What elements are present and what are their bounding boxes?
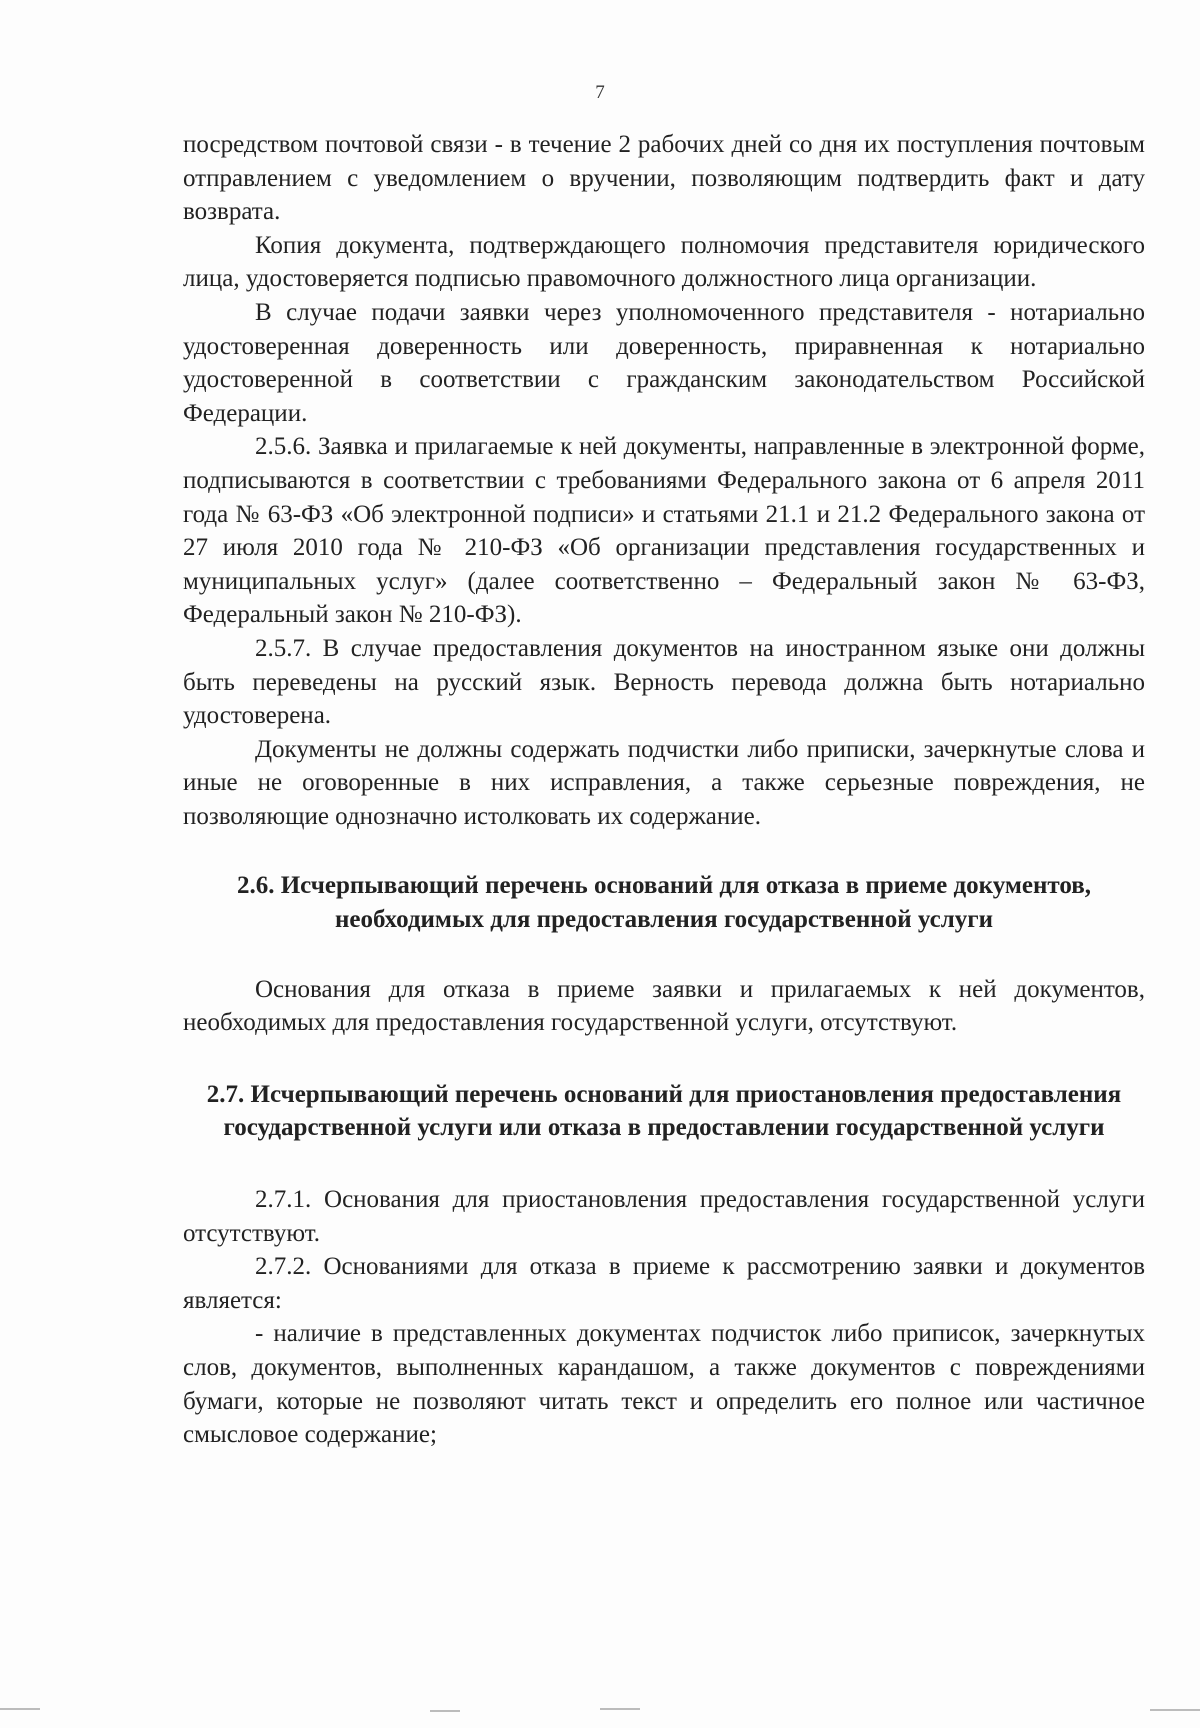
paragraph-2-7-2: 2.7.2. Основаниями для отказа в приеме к рассмотрению заявки и документов является: [183,1253,1145,1314]
paragraph-document-requirements: Документы не должны содержать подчистки либо приписки, зачеркнутые слова и иные не оговоренные в них исправления, а также серьезные повреждения, не позволяющие однозначно истолковать их содержание. [183,735,1145,830]
paragraph-return-by-mail: посредством почтовой связи - в течение 2 рабочих дней со дня их поступления почтовым отправлением с уведомлением о вручении, позволяющим подтвердить факт и дату возврата. [183,131,1145,226]
paragraph-2-5-6: 2.5.6. Заявка и прилагаемые к ней документы, направленные в электронной форме, подписываются в соответствии с требованиями Федерального закона от 6 апреля 2011 года № 63-ФЗ «Об электронной подписи» и статьями 21.1 и 21.2 Федерального закона от 27 июля 2010 года № 210-ФЗ «Об организации представления государственных и муниципальных услуг» (далее соответственно – Федеральный закон № 63-ФЗ, Федеральный закон № 210-ФЗ). [183,433,1145,629]
paragraph-power-of-attorney: В случае подачи заявки через уполномоченного представителя - нотариально удостоверенная доверенность или доверенность, приравненная к нотариально удостоверенной в соответствии с гражданским законодательством Российской Федерации. [183,298,1145,427]
document-body [183,128,1145,1452]
scan-artifact [0,1708,1200,1716]
section-heading-2-6: 2.6. Исчерпывающий перечень оснований для отказа в приеме документов, необходимых для предоставления государственной услуги [236,872,1091,934]
page-number: 7 [595,82,605,103]
paragraph-2-6-text: Основания для отказа в приеме заявки и прилагаемых к ней документов, необходимых для предоставления государственной услуги, отсутствуют. [183,975,1145,1037]
paragraph-2-5-7: 2.5.7. В случае предоставления документов на иностранном языке они должны быть переведены на русский язык. Верность перевода должна быть нотариально удостоверена. [183,634,1145,730]
paragraph-representative-copy: Копия документа, подтверждающего полномочия представителя юридического лица, удостоверяется подписью правомочного должностного лица организации. [183,231,1145,293]
section-heading-2-7: 2.7. Исчерпывающий перечень оснований для приостановления предоставления государственной услуги или отказа в предоставлении государственной услуги [206,1080,1122,1142]
paragraph-2-7-2-item: - наличие в представленных документах подчисток либо приписок, зачеркнутых слов, документов, выполненных карандашом, а также документов с повреждениями бумаги, которые не позволяют читать текст и определить его полное или частичное смысловое содержание; [183,1320,1145,1449]
paragraph-2-7-1: 2.7.1. Основания для приостановления предоставления государственной услуги отсутствуют. [183,1186,1145,1247]
